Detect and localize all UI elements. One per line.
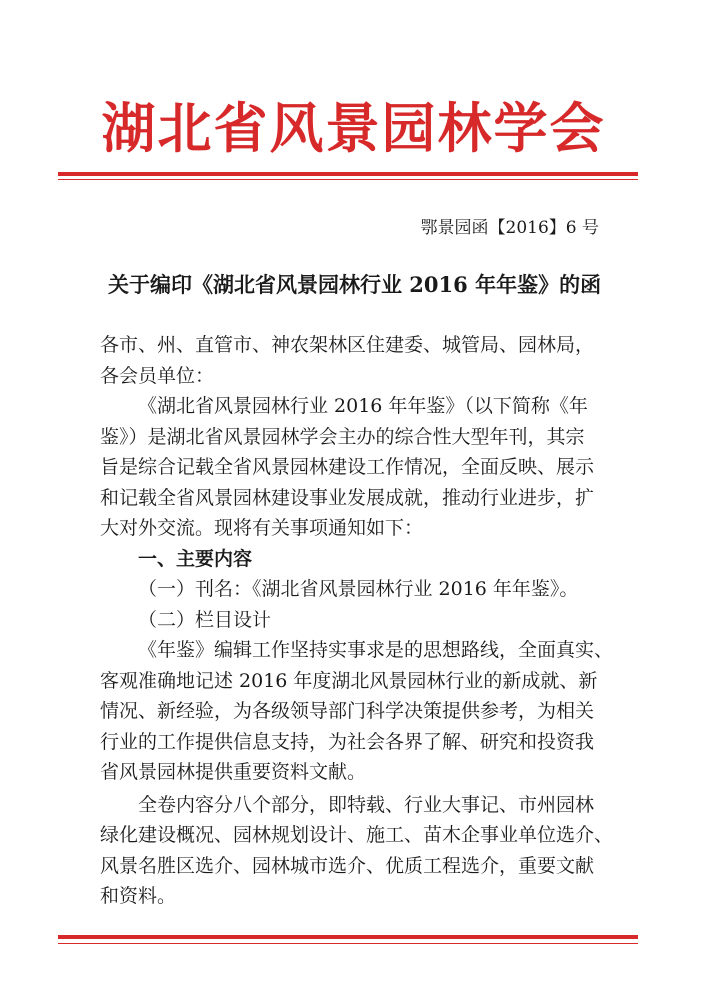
body-line: 旨是综合记载全省风景园林建设工作情况，全面反映、展示 — [100, 456, 595, 478]
letterhead-rule-thick — [58, 172, 638, 176]
body-line: 客观准确地记述 2016 年度湖北风景园林行业的新成就、新 — [100, 669, 598, 692]
body-line: 绿化建设概况、园林规划设计、施工、苗木企事业单位选介、 — [100, 824, 614, 846]
body-line: 各会员单位： — [100, 364, 215, 387]
document-title: 关于编印《湖北省风景园林行业 2016 年年鉴》的函 — [108, 272, 602, 297]
letterhead-rule-thin — [58, 179, 638, 180]
subsection-heading: （二）栏目设计 — [138, 608, 272, 631]
footer-rule-thick — [58, 935, 638, 939]
body-line: 和记载全省风景园林建设事业发展成就，推动行业进步，扩 — [100, 486, 595, 509]
body-line: 情况、新经验，为各级领导部门科学决策提供参考，为相关 — [100, 700, 595, 722]
document-number: 鄂景园函【2016】6 号 — [420, 218, 599, 238]
section-heading: 一、主要内容 — [138, 547, 253, 570]
body-line: 和资料。 — [100, 885, 177, 907]
body-line: 《年鉴》编辑工作坚持实事求是的思想路线，全面真实、 — [138, 639, 614, 661]
body-line: 鉴》）是湖北省风景园林学会主办的综合性大型年刊，其宗 — [100, 425, 585, 448]
body-line: 省风景园林提供重要资料文献。 — [100, 761, 367, 783]
body-line: 《湖北省风景园林行业 2016 年年鉴》（以下简称《年 — [138, 395, 588, 417]
body-line: 大对外交流。现将有关事项通知如下： — [100, 517, 424, 539]
body-line: 全卷内容分八个部分，即特载、行业大事记、市州园林 — [138, 793, 595, 816]
body-line: （一）刊名：《湖北省风景园林行业 2016 年年鉴》。 — [138, 578, 579, 600]
body-line: 各市、州、直管市、神农架林区住建委、城管局、园林局， — [100, 334, 595, 356]
body-line: 行业的工作提供信息支持，为社会各界了解、研究和投资我 — [100, 730, 595, 753]
letterhead-org-name: 湖北省风景园林学会 — [101, 96, 606, 160]
body-line: 风景名胜区选介、园林城市选介、优质工程选介，重要文献 — [100, 854, 595, 877]
letter-body — [100, 330, 615, 912]
footer-rule-thin — [58, 943, 638, 944]
